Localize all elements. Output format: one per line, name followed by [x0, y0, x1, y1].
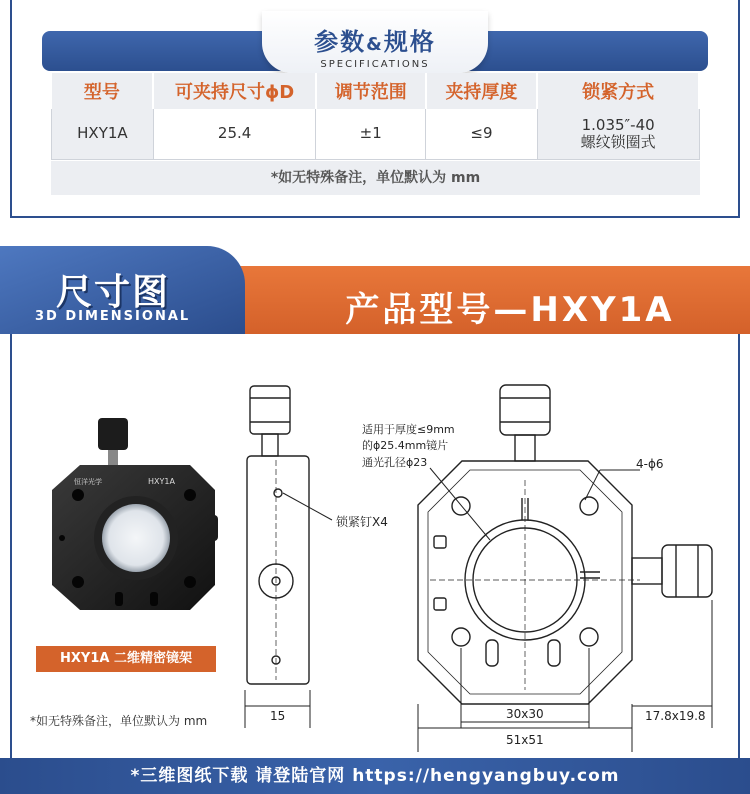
screw-leader	[283, 493, 332, 520]
front-knob-right-shaft	[632, 558, 662, 584]
front-hole	[452, 628, 470, 646]
front-slot	[486, 640, 498, 666]
spec-title-part2: 规格	[383, 28, 436, 56]
spec-note: *如无特殊备注，单位默认为 mm	[51, 161, 700, 195]
spec-title-amp: &	[366, 34, 384, 55]
photo-brand-text: 恒洋光学	[74, 478, 102, 486]
front-knob-right	[662, 545, 712, 597]
cell-lock-line1: 1.035″-40	[581, 115, 655, 134]
front-knob-shaft	[515, 435, 535, 461]
header-thickness: 夹持厚度	[426, 73, 538, 109]
cell-size: 25.4	[153, 109, 316, 159]
lens-leader	[430, 468, 490, 540]
cell-model: HXY1A	[52, 109, 154, 159]
photo-model-text: HXY1A	[148, 477, 175, 486]
cell-lock-line2: 螺纹锁圈式	[580, 132, 656, 151]
front-screw	[434, 598, 446, 610]
cell-thickness: ≤9	[426, 109, 538, 159]
dimension-lines	[245, 600, 712, 752]
screw-note: 锁紧钉X4	[336, 515, 388, 529]
dimension-subtitle: 3D DIMENSIONAL	[35, 309, 191, 324]
dimension-title: 尺寸图	[56, 272, 171, 313]
front-view	[418, 385, 712, 704]
footer-download-link[interactable]: *三维图纸下载 请登陆官网 https://hengyangbuy.com	[0, 758, 750, 794]
cell-range: ±1	[316, 109, 426, 159]
product-title: 产品型号—HXY1A	[345, 290, 675, 330]
spec-subtitle: SPECIFICATIONS	[320, 59, 430, 70]
photo-label: HXY1A 二维精密镜架	[36, 646, 216, 672]
header-model: 型号	[52, 73, 154, 109]
lens-note-line1: 适用于厚度≤9mm	[362, 423, 455, 436]
dim-15: 15	[270, 709, 286, 723]
header-range: 调节范围	[316, 73, 426, 109]
photo-note: *如无特殊备注，单位默认为 mm	[30, 714, 208, 728]
side-knob-shaft	[262, 434, 278, 456]
front-hole	[580, 628, 598, 646]
front-knob-top	[500, 385, 550, 435]
side-knob	[250, 386, 290, 434]
spec-title-part1: 参数	[314, 28, 367, 56]
dim-knob: 17.8x19.8	[645, 709, 706, 723]
front-hole	[580, 497, 598, 515]
side-body	[247, 456, 309, 684]
dim-30: 30x30	[506, 707, 544, 721]
header-lock: 锁紧方式	[537, 73, 699, 109]
holes-note: 4-ϕ6	[636, 457, 664, 471]
front-slot	[548, 640, 560, 666]
header-size: 可夹持尺寸ϕD	[153, 73, 316, 109]
lens-note-line2: 的ϕ25.4mm镜片	[362, 439, 449, 452]
front-screw	[434, 536, 446, 548]
aperture-note: 通光孔径ϕ23	[362, 456, 428, 469]
side-view	[247, 386, 309, 684]
dim-51: 51x51	[506, 733, 544, 747]
